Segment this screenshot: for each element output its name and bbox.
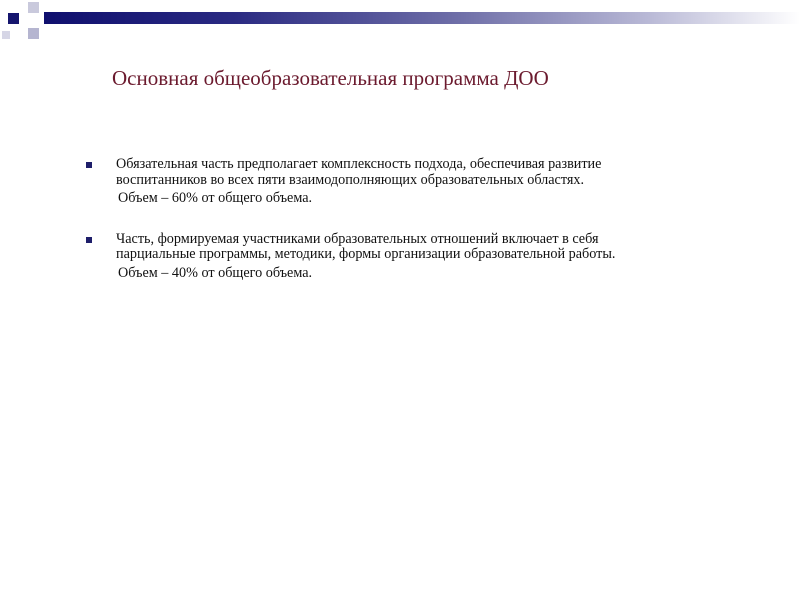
slide-title: Основная общеобразовательная программа ДОО: [112, 66, 549, 90]
decor-square-small: [2, 31, 10, 39]
decor-square-dark: [8, 13, 19, 24]
decor-square-light-top: [28, 2, 39, 13]
bullet-item-participants-part: [86, 232, 686, 282]
top-gradient-band: [44, 12, 800, 24]
bullet-text: Часть, формируемая участниками образовательных отношений включает в себя парциальные программы, методики, формы организации образовательной работы.: [116, 230, 616, 262]
bullet-text: Обязательная часть предполагает комплексность подхода, обеспечивая развитие воспитанников во всех пяти взаимодополняющих образовательных областях.: [116, 156, 602, 188]
bullet-list: [86, 157, 686, 281]
square-bullet-icon: [86, 237, 92, 243]
decor-square-light-bottom: [28, 28, 39, 39]
volume-line: Объем – 60% от общего объема.: [118, 190, 313, 206]
bullet-item-mandatory-part: [86, 157, 686, 207]
square-bullet-icon: [86, 162, 92, 168]
volume-line: Объем – 40% от общего объема.: [118, 264, 313, 281]
